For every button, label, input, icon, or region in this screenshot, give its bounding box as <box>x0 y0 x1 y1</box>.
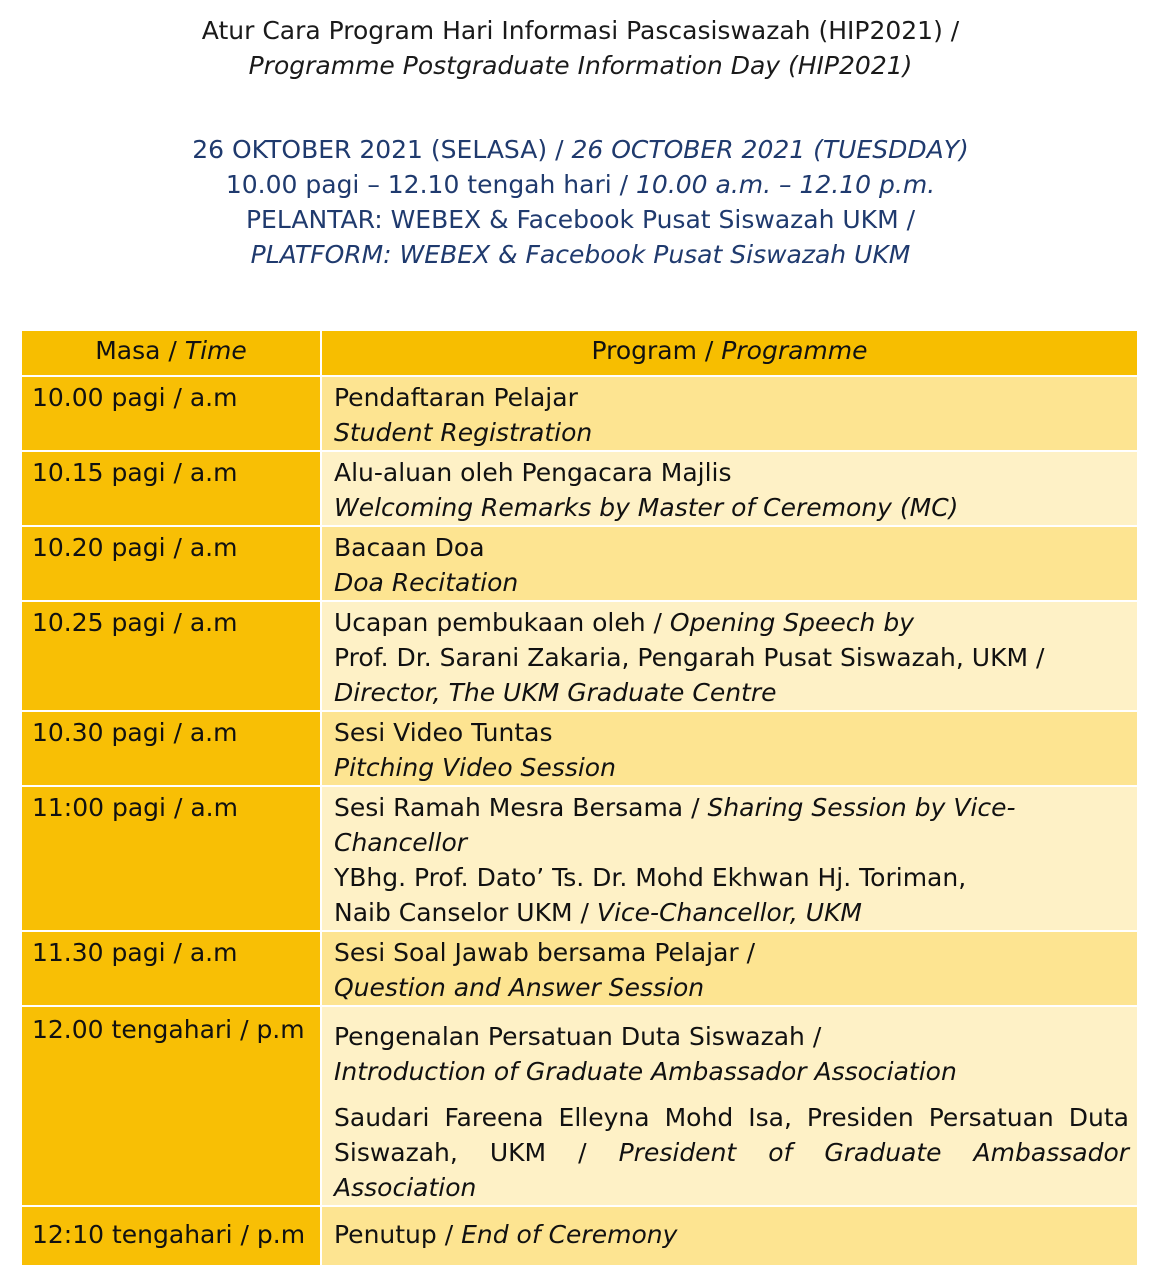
programme-english: Question and Answer Session <box>334 973 705 1002</box>
programme-malay: Sesi Video Tuntas <box>334 718 553 747</box>
table-row <box>22 376 1137 451</box>
column-header-time <box>22 331 321 376</box>
title-english: Programme Postgraduate Information Day (HIP2021) <box>248 51 913 80</box>
date-malay: 26 OKTOBER 2021 (SELASA) / <box>192 135 564 164</box>
programme-english: Pitching Video Session <box>334 753 616 782</box>
row-time: 11.30 pagi / a.m <box>22 931 321 1006</box>
table-row <box>22 601 1137 711</box>
title-malay: Atur Cara Program Hari Informasi Pascasiswazah (HIP2021) / <box>201 16 960 45</box>
column-header-programme-ms: Program / <box>591 336 714 365</box>
row-programme <box>321 786 1137 931</box>
row-time: 11:00 pagi / a.m <box>22 786 321 931</box>
table-row <box>22 1006 1137 1206</box>
programme-english: End of Ceremony <box>461 1220 678 1249</box>
time-line <box>0 168 1161 202</box>
programme-english: Student Registration <box>334 418 593 447</box>
table-row <box>22 786 1137 931</box>
platform-malay: PELANTAR: WEBEX & Facebook Pusat Siswazah UKM / <box>245 205 916 234</box>
time-english: 10.00 a.m. – 12.10 p.m. <box>636 170 936 199</box>
speaker-title-english: Director, The UKM Graduate Centre <box>334 678 777 707</box>
programme-english: Doa Recitation <box>334 568 519 597</box>
speaker-title-line <box>334 895 1129 930</box>
row-programme <box>321 451 1137 526</box>
programme-english: Welcoming Remarks by Master of Ceremony (MC) <box>334 493 959 522</box>
time-malay: 10.00 pagi – 12.10 tengah hari / <box>225 170 629 199</box>
speaker-english: President of Graduate Ambassador Association <box>334 1138 1130 1202</box>
table-row <box>22 451 1137 526</box>
programme-line-1 <box>334 605 1129 640</box>
row-programme <box>321 1006 1137 1206</box>
table-row <box>22 1206 1137 1266</box>
table-row <box>22 526 1137 601</box>
row-programme <box>321 711 1137 786</box>
row-time: 10.00 pagi / a.m <box>22 376 321 451</box>
programme-malay: Sesi Soal Jawab bersama Pelajar / <box>334 938 756 967</box>
date-line <box>0 133 1161 167</box>
row-programme <box>321 931 1137 1006</box>
column-header-time-en: Time <box>184 336 247 365</box>
column-header-programme <box>321 331 1137 376</box>
row-time: 12:10 tengahari / p.m <box>22 1206 321 1266</box>
row-programme <box>321 1206 1137 1266</box>
row-time: 10.15 pagi / a.m <box>22 451 321 526</box>
programme-malay: Ucapan pembukaan oleh / <box>334 608 662 637</box>
speaker-title-english: Vice-Chancellor, UKM <box>596 898 862 927</box>
row-time: 10.25 pagi / a.m <box>22 601 321 711</box>
row-time: 10.20 pagi / a.m <box>22 526 321 601</box>
programme-malay: Pengenalan Persatuan Duta Siswazah / <box>334 1022 822 1051</box>
programme-malay: Sesi Ramah Mesra Bersama / <box>334 793 700 822</box>
programme-malay: Penutup / <box>334 1220 454 1249</box>
programme-malay: Alu-aluan oleh Pengacara Majlis <box>334 458 732 487</box>
programme-malay: Pendaftaran Pelajar <box>334 383 578 412</box>
speaker-paragraph <box>334 1100 1129 1205</box>
table-header-row <box>22 331 1137 376</box>
row-programme <box>321 601 1137 711</box>
column-header-time-ms: Masa / <box>95 336 177 365</box>
programme-english: Opening Speech by <box>669 608 915 637</box>
programme-english: Introduction of Graduate Ambassador Association <box>334 1057 957 1086</box>
table-row <box>22 931 1137 1006</box>
row-time: 12.00 tengahari / p.m <box>22 1006 321 1206</box>
programme-english: Sharing Session by Vice- <box>707 793 1016 822</box>
programme-english-cont: Chancellor <box>334 828 468 857</box>
speaker-title-malay: Naib Canselor UKM / <box>334 898 589 927</box>
row-time: 10.30 pagi / a.m <box>22 711 321 786</box>
programme-line-1 <box>334 1217 1129 1252</box>
row-programme <box>321 526 1137 601</box>
speaker-line: YBhg. Prof. Dato’ Ts. Dr. Mohd Ekhwan Hj. Toriman, <box>334 863 967 892</box>
row-programme <box>321 376 1137 451</box>
programme-malay: Bacaan Doa <box>334 533 485 562</box>
table-row <box>22 711 1137 786</box>
speaker-malay: Saudari Fareena Elleyna Mohd Isa, Presiden Persatuan Duta Siswazah, UKM / <box>334 1103 1129 1167</box>
platform-english: PLATFORM: WEBEX & Facebook Pusat Siswazah UKM <box>250 240 911 269</box>
column-header-programme-en: Programme <box>721 336 868 365</box>
schedule-table <box>22 331 1137 1267</box>
programme-line-1 <box>334 790 1129 825</box>
date-english: 26 OCTOBER 2021 (TUESDDAY) <box>571 135 969 164</box>
speaker-line: Prof. Dr. Sarani Zakaria, Pengarah Pusat Siswazah, UKM / <box>334 643 1045 672</box>
